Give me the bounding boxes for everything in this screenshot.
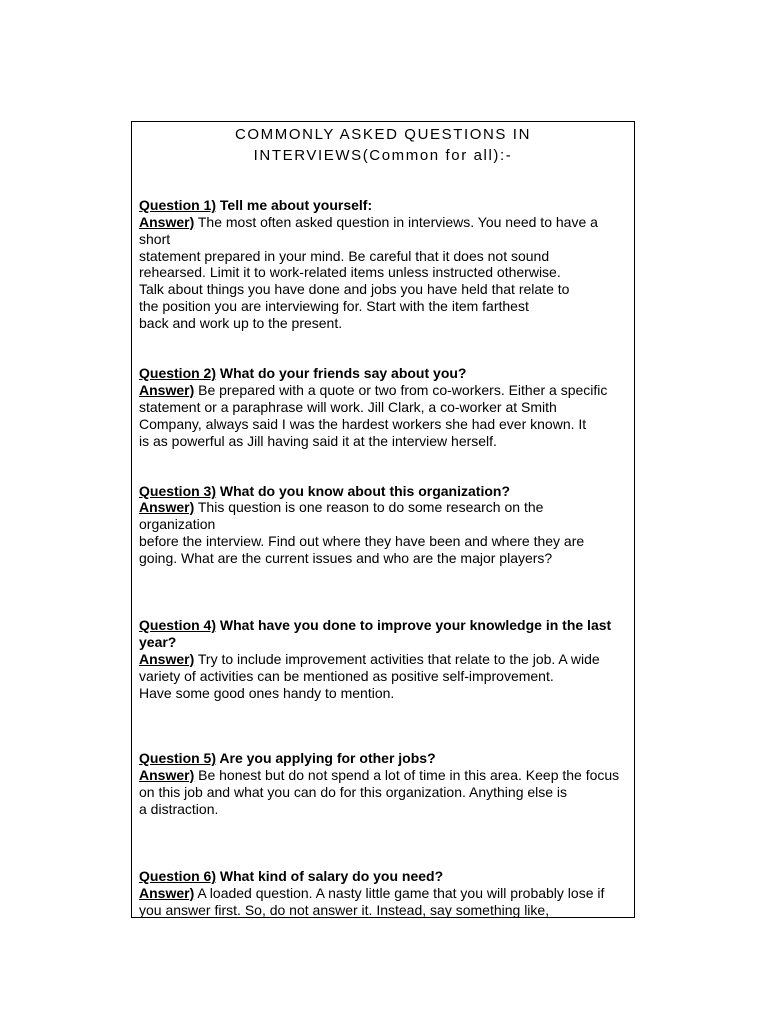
question-text: Are you applying for other jobs? bbox=[216, 750, 436, 766]
question-label: Question 1) bbox=[139, 197, 217, 213]
answer-text: Company, always said I was the hardest workers she had ever known. It bbox=[139, 416, 587, 432]
answer-text: a distraction. bbox=[139, 801, 219, 817]
question-6-heading bbox=[139, 868, 443, 885]
answer-1-line bbox=[139, 214, 598, 231]
answer-text: statement prepared in your mind. Be careful that it does not sound bbox=[139, 248, 550, 264]
answer-label: Answer) bbox=[139, 214, 195, 230]
answer-label: Answer) bbox=[139, 499, 195, 515]
answer-text: Have some good ones handy to mention. bbox=[139, 685, 395, 701]
answer-text: organization bbox=[139, 516, 216, 532]
answer-text: Try to include improvement activities that relate to the job. A wide bbox=[194, 651, 600, 667]
answer-text: A loaded question. A nasty little game that you will probably lose if bbox=[194, 885, 605, 901]
answer-text: the position you are interviewing for. Start with the item farthest bbox=[139, 298, 529, 314]
question-5-heading bbox=[139, 750, 436, 767]
answer-text: going. What are the current issues and who are the major players? bbox=[139, 550, 553, 566]
question-1-heading bbox=[139, 197, 372, 214]
answer-text: you answer first. So, do not answer it. Instead, say something like, bbox=[139, 902, 550, 918]
answer-text: Be honest but do not spend a lot of time in this area. Keep the focus bbox=[194, 767, 620, 783]
question-text: What kind of salary do you need? bbox=[216, 868, 444, 884]
answer-2-line bbox=[139, 382, 607, 399]
document-title-line-1: COMMONLY ASKED QUESTIONS IN bbox=[234, 126, 532, 143]
answer-text: rehearsed. Limit it to work-related items unless instructed otherwise. bbox=[139, 264, 561, 280]
answer-text: statement or a paraphrase will work. Jill Clark, a co-worker at Smith bbox=[139, 399, 557, 415]
document-page bbox=[131, 121, 635, 918]
answer-text: back and work up to the present. bbox=[139, 315, 343, 331]
answer-text: This question is one reason to do some research on the bbox=[194, 499, 544, 515]
answer-label: Answer) bbox=[139, 382, 195, 398]
answer-label: Answer) bbox=[139, 767, 195, 783]
document-title-line-2: INTERVIEWS(Common for all):- bbox=[253, 147, 513, 164]
answer-label: Answer) bbox=[139, 885, 195, 901]
question-text: What do your friends say about you? bbox=[216, 365, 467, 381]
answer-6-line bbox=[139, 885, 604, 902]
answer-5-line bbox=[139, 767, 619, 784]
question-3-heading bbox=[139, 483, 510, 500]
answer-4-line bbox=[139, 651, 600, 668]
answer-text: Talk about things you have done and jobs you have held that relate to bbox=[139, 281, 570, 297]
question-text-continued: year? bbox=[139, 634, 177, 650]
question-4-heading bbox=[139, 617, 611, 634]
question-label: Question 4) bbox=[139, 617, 217, 633]
answer-text: short bbox=[139, 231, 171, 247]
question-text: What have you done to improve your knowledge in the last bbox=[216, 617, 612, 633]
answer-text: The most often asked question in interviews. You need to have a bbox=[194, 214, 598, 230]
answer-text: on this job and what you can do for this organization. Anything else is bbox=[139, 784, 568, 800]
answer-text: Be prepared with a quote or two from co-workers. Either a specific bbox=[194, 382, 608, 398]
answer-text: variety of activities can be mentioned as positive self-improvement. bbox=[139, 668, 554, 684]
question-label: Question 3) bbox=[139, 483, 217, 499]
answer-3-line bbox=[139, 499, 543, 516]
question-2-heading bbox=[139, 365, 466, 382]
answer-text: is as powerful as Jill having said it at the interview herself. bbox=[139, 433, 497, 449]
question-label: Question 6) bbox=[139, 868, 217, 884]
question-text: Tell me about yourself: bbox=[216, 197, 373, 213]
question-label: Question 5) bbox=[139, 750, 217, 766]
question-text: What do you know about this organization? bbox=[216, 483, 510, 499]
answer-text: before the interview. Find out where they have been and where they are bbox=[139, 533, 585, 549]
question-label: Question 2) bbox=[139, 365, 217, 381]
answer-label: Answer) bbox=[139, 651, 195, 667]
